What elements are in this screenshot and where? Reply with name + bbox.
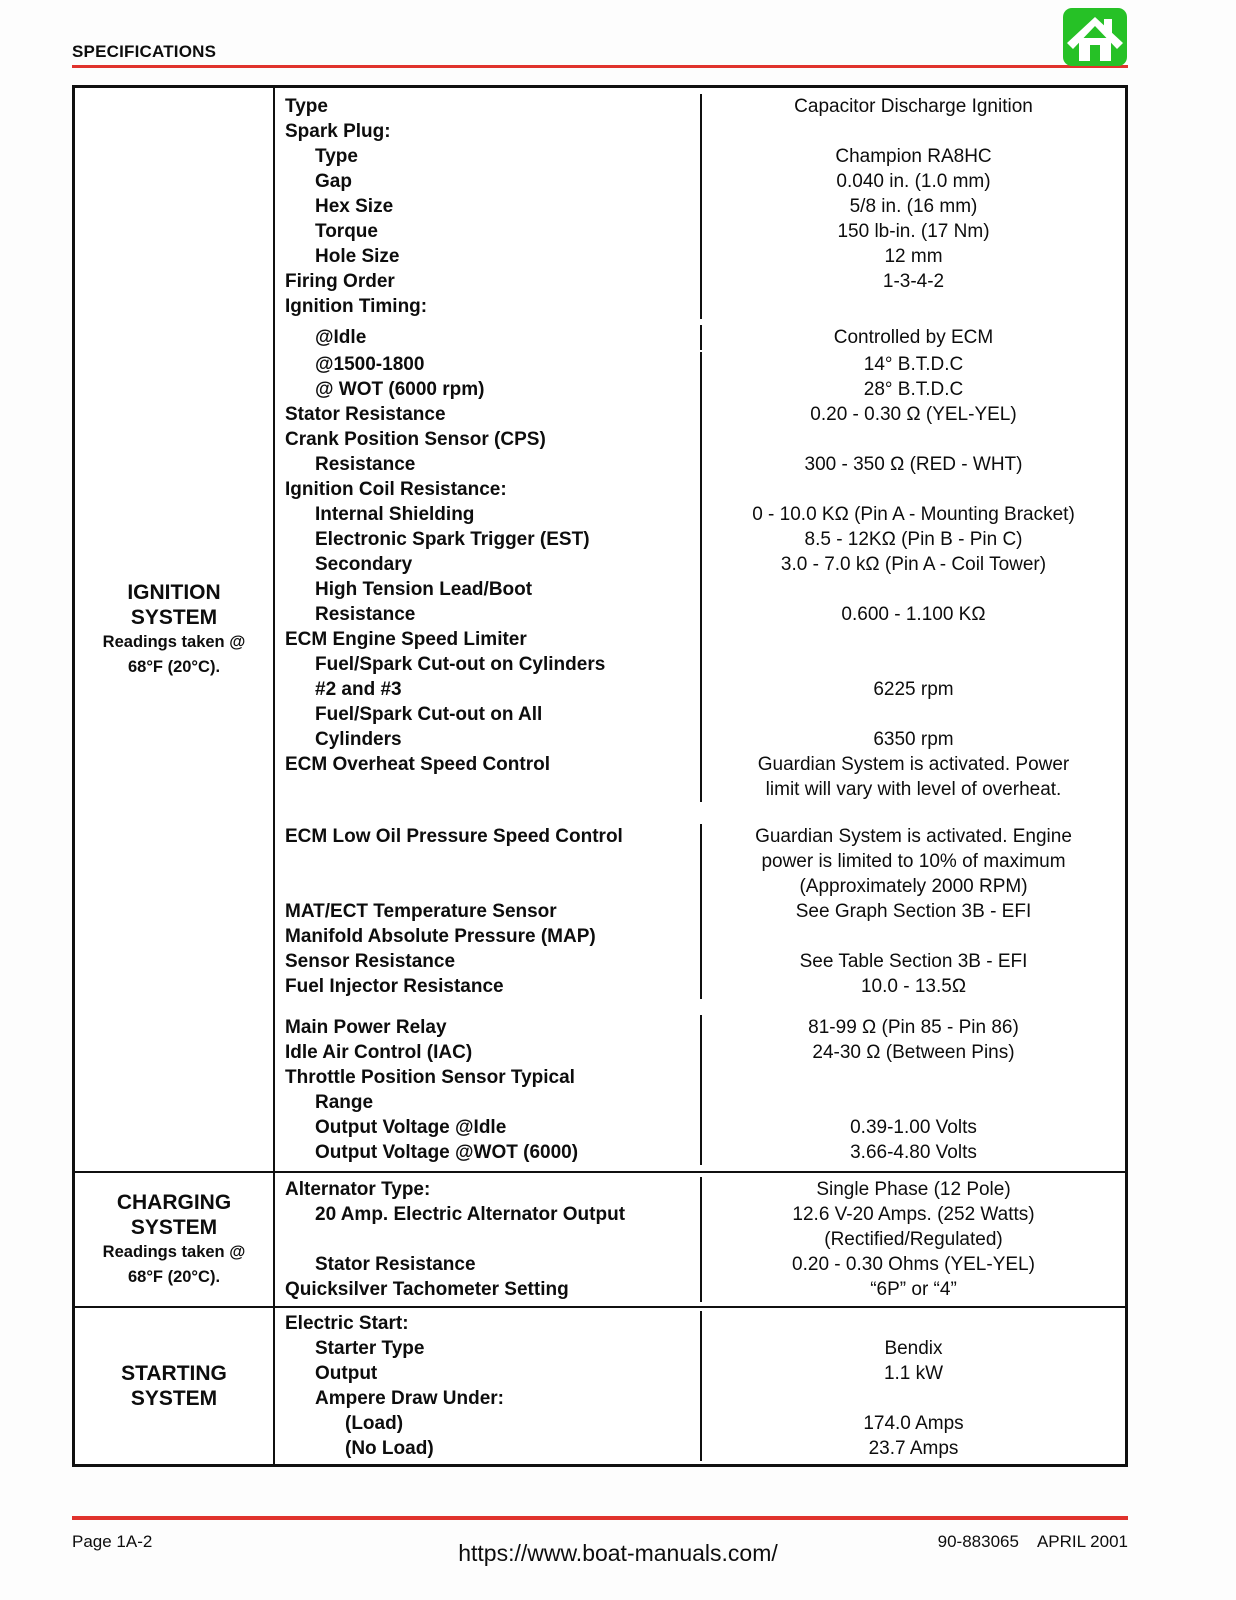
spec-row [275, 502, 1125, 527]
spec-value: 300 - 350 Ω (RED - WHT) [700, 452, 1125, 477]
spec-row [275, 527, 1125, 552]
system-note-line: 68°F (20°C). [127, 1267, 221, 1286]
footer-page-number: Page 1A-2 [72, 1532, 153, 1551]
spec-value [700, 627, 1125, 652]
spec-label: Alternator Type: [285, 1179, 431, 1200]
spec-label: High Tension Lead/Boot [315, 579, 533, 600]
spec-label: Quicksilver Tachometer Setting [285, 1279, 569, 1300]
spec-label: Electronic Spark Trigger (EST) [315, 529, 590, 550]
section-starting [75, 1306, 1125, 1464]
spec-row [275, 577, 1125, 602]
footer-rule [72, 1516, 1128, 1520]
spec-row [275, 244, 1125, 269]
spec-label: MAT/ECT Temperature Sensor [285, 901, 557, 922]
spec-value: 14° B.T.D.C [700, 352, 1125, 377]
spec-label: @Idle [315, 327, 367, 348]
spec-label: Hole Size [315, 246, 400, 267]
spec-label: (No Load) [345, 1438, 434, 1459]
spec-label: Type [315, 146, 358, 167]
section-content-ignition [275, 88, 1125, 1171]
spec-row [275, 1177, 1125, 1202]
spec-value [700, 294, 1125, 319]
system-name-line: SYSTEM [130, 605, 218, 629]
spec-label: Starter Type [315, 1338, 425, 1359]
spec-row [275, 874, 1125, 899]
spec-value: 0.040 in. (1.0 mm) [700, 169, 1125, 194]
spec-value: See Graph Section 3B - EFI [700, 899, 1125, 924]
spec-value: (Rectified/Regulated) [700, 1227, 1125, 1252]
system-note-line: Readings taken @ [102, 632, 246, 651]
spec-label: ECM Engine Speed Limiter [285, 629, 527, 650]
spec-value: 5/8 in. (16 mm) [700, 194, 1125, 219]
spec-row [275, 777, 1125, 802]
spec-value: Bendix [700, 1336, 1125, 1361]
spec-row [275, 552, 1125, 577]
spec-label: 20 Amp. Electric Alternator Output [315, 1204, 626, 1225]
spec-row [275, 677, 1125, 702]
spec-value [700, 577, 1125, 602]
spec-label: Range [315, 1092, 374, 1113]
spec-label: @1500-1800 [315, 354, 425, 375]
spec-row [275, 1015, 1125, 1040]
spec-row [275, 1436, 1125, 1461]
spec-value: 3.0 - 7.0 kΩ (Pin A - Coil Tower) [700, 552, 1125, 577]
spec-row [275, 377, 1125, 402]
spec-row [275, 1040, 1125, 1065]
spec-row [275, 824, 1125, 849]
spec-row [275, 1202, 1125, 1227]
spec-label: Torque [315, 221, 378, 242]
spec-label: Type [285, 96, 328, 117]
spec-value: 8.5 - 12KΩ (Pin B - Pin C) [700, 527, 1125, 552]
spec-value: Guardian System is activated. Power [700, 752, 1125, 777]
spec-value: 174.0 Amps [700, 1411, 1125, 1436]
spec-row [275, 144, 1125, 169]
spec-value: “6P” or “4” [700, 1277, 1125, 1302]
spec-value: 24-30 Ω (Between Pins) [700, 1040, 1125, 1065]
spec-label: Ampere Draw Under: [315, 1388, 504, 1409]
spec-row [275, 627, 1125, 652]
spec-label: Output Voltage @Idle [315, 1117, 507, 1138]
header-rule [72, 65, 1128, 68]
spec-row [275, 219, 1125, 244]
spec-value: 0.39-1.00 Volts [700, 1115, 1125, 1140]
spec-row [275, 1336, 1125, 1361]
spec-label: Fuel Injector Resistance [285, 976, 504, 997]
spec-row [275, 1361, 1125, 1386]
spec-row [275, 702, 1125, 727]
system-name-line: SYSTEM [130, 1387, 218, 1410]
spec-label: ECM Overheat Speed Control [285, 754, 550, 775]
spec-table [72, 85, 1128, 1467]
spec-label: Fuel/Spark Cut-out on All [315, 704, 543, 725]
spec-row [275, 652, 1125, 677]
spec-row [275, 924, 1125, 949]
spec-value: 23.7 Amps [700, 1436, 1125, 1461]
home-icon-graphic [1062, 8, 1128, 66]
doc-number: 90-883065 [937, 1532, 1019, 1551]
spec-value: 0.600 - 1.100 KΩ [700, 602, 1125, 627]
spec-value: 3.66-4.80 Volts [700, 1140, 1125, 1165]
spec-label: Secondary [315, 554, 413, 575]
spec-value: See Table Section 3B - EFI [700, 949, 1125, 974]
spec-label: Hex Size [315, 196, 394, 217]
home-icon[interactable] [1062, 8, 1128, 66]
section-content-charging [275, 1173, 1125, 1306]
spec-label: Gap [315, 171, 352, 192]
spec-value: Champion RA8HC [700, 144, 1125, 169]
spec-value [700, 1065, 1125, 1090]
spec-row [275, 949, 1125, 974]
doc-date: APRIL 2001 [1036, 1532, 1128, 1551]
spec-label: Stator Resistance [315, 1254, 476, 1275]
spec-row [275, 899, 1125, 924]
spec-value: limit will vary with level of overheat. [700, 777, 1125, 802]
section-content-starting [275, 1308, 1125, 1464]
spec-value: Single Phase (12 Pole) [700, 1177, 1125, 1202]
spec-row [275, 477, 1125, 502]
spec-label: Ignition Coil Resistance: [285, 479, 507, 500]
spec-value: 81-99 Ω (Pin 85 - Pin 86) [700, 1015, 1125, 1040]
spec-label: Output [315, 1363, 378, 1384]
spec-row [275, 1386, 1125, 1411]
spec-label: Internal Shielding [315, 504, 475, 525]
spec-value: (Approximately 2000 RPM) [700, 874, 1125, 899]
spec-row [275, 849, 1125, 874]
spec-row [275, 194, 1125, 219]
spec-label: Sensor Resistance [285, 951, 456, 972]
spec-label: Ignition Timing: [285, 296, 428, 317]
spec-label: Manifold Absolute Pressure (MAP) [285, 926, 596, 947]
system-name-line: CHARGING [116, 1190, 232, 1214]
spec-row [275, 1227, 1125, 1252]
spec-value: 12.6 V-20 Amps. (252 Watts) [700, 1202, 1125, 1227]
spec-value: Controlled by ECM [700, 325, 1125, 350]
spec-value: 0.20 - 0.30 Ω (YEL-YEL) [700, 402, 1125, 427]
spec-value: power is limited to 10% of maximum [700, 849, 1125, 874]
system-header-charging [75, 1173, 275, 1306]
spec-label: @ WOT (6000 rpm) [315, 379, 485, 400]
spec-label: ECM Low Oil Pressure Speed Control [285, 826, 623, 847]
spec-label: Crank Position Sensor (CPS) [285, 429, 546, 450]
spec-value [700, 924, 1125, 949]
spec-value: 6350 rpm [700, 727, 1125, 752]
spec-value: 6225 rpm [700, 677, 1125, 702]
spec-row [275, 325, 1125, 350]
system-name-line: STARTING [121, 1362, 227, 1385]
spec-row [275, 1311, 1125, 1336]
spec-value: 150 lb-in. (17 Nm) [700, 219, 1125, 244]
spec-label: Fuel/Spark Cut-out on Cylinders [315, 654, 606, 675]
spec-label: Spark Plug: [285, 121, 391, 142]
spec-value: 1.1 kW [700, 1361, 1125, 1386]
spec-label: Main Power Relay [285, 1017, 447, 1038]
spec-row [275, 727, 1125, 752]
spec-value [700, 1386, 1125, 1411]
spec-label: #2 and #3 [315, 679, 402, 700]
spec-row [275, 402, 1125, 427]
spec-value [700, 1311, 1125, 1336]
section-charging [75, 1171, 1125, 1306]
spec-row [275, 1140, 1125, 1165]
spec-value: Capacitor Discharge Ignition [700, 94, 1125, 119]
spec-row [275, 427, 1125, 452]
spec-value: Guardian System is activated. Engine [700, 824, 1125, 849]
spec-row [275, 119, 1125, 144]
spec-value [700, 427, 1125, 452]
spec-row [275, 974, 1125, 999]
spec-value [700, 119, 1125, 144]
footer-doc-info [938, 1532, 1128, 1552]
system-header-ignition [75, 88, 275, 1171]
footer-url: https://www.boat-manuals.com/ [458, 1540, 778, 1566]
system-header-starting [75, 1308, 275, 1464]
spec-label [275, 874, 700, 899]
page-title: SPECIFICATIONS [72, 42, 217, 61]
spec-value [700, 652, 1125, 677]
spec-row [275, 269, 1125, 294]
spec-value: 0.20 - 0.30 Ohms (YEL-YEL) [700, 1252, 1125, 1277]
spec-label: Output Voltage @WOT (6000) [315, 1142, 579, 1163]
spec-value: 28° B.T.D.C [700, 377, 1125, 402]
spec-row [275, 169, 1125, 194]
spec-row [275, 752, 1125, 777]
spec-value: 10.0 - 13.5Ω [700, 974, 1125, 999]
spec-row [275, 352, 1125, 377]
spec-value: 1-3-4-2 [700, 269, 1125, 294]
spec-label [275, 777, 700, 802]
spec-row [275, 1065, 1125, 1090]
spec-value [700, 477, 1125, 502]
spec-label: Stator Resistance [285, 404, 446, 425]
spec-value: 12 mm [700, 244, 1125, 269]
spec-row [275, 94, 1125, 119]
spec-label: (Load) [345, 1413, 404, 1434]
spec-label [275, 849, 700, 874]
spec-label: Throttle Position Sensor Typical [285, 1067, 575, 1088]
system-note-line: Readings taken @ [102, 1242, 246, 1261]
spec-row [275, 602, 1125, 627]
spec-label: Cylinders [315, 729, 402, 750]
spec-label: Electric Start: [285, 1313, 409, 1334]
spec-row [275, 1115, 1125, 1140]
spec-row [275, 452, 1125, 477]
spec-label: Firing Order [285, 271, 395, 292]
spec-label: Idle Air Control (IAC) [285, 1042, 473, 1063]
spec-row [275, 1277, 1125, 1302]
spec-value: 0 - 10.0 KΩ (Pin A - Mounting Bracket) [700, 502, 1125, 527]
spec-row [275, 1090, 1125, 1115]
section-ignition [75, 88, 1125, 1171]
system-note-line: 68°F (20°C). [127, 657, 221, 676]
system-name-line: SYSTEM [130, 1215, 218, 1239]
spec-row [275, 294, 1125, 319]
spec-row [275, 1411, 1125, 1436]
spec-label [275, 1227, 700, 1252]
spec-row [275, 1252, 1125, 1277]
spec-value [700, 702, 1125, 727]
spec-label: Resistance [315, 454, 416, 475]
spec-value [700, 1090, 1125, 1115]
spec-label: Resistance [315, 604, 416, 625]
system-name-line: IGNITION [127, 580, 221, 604]
